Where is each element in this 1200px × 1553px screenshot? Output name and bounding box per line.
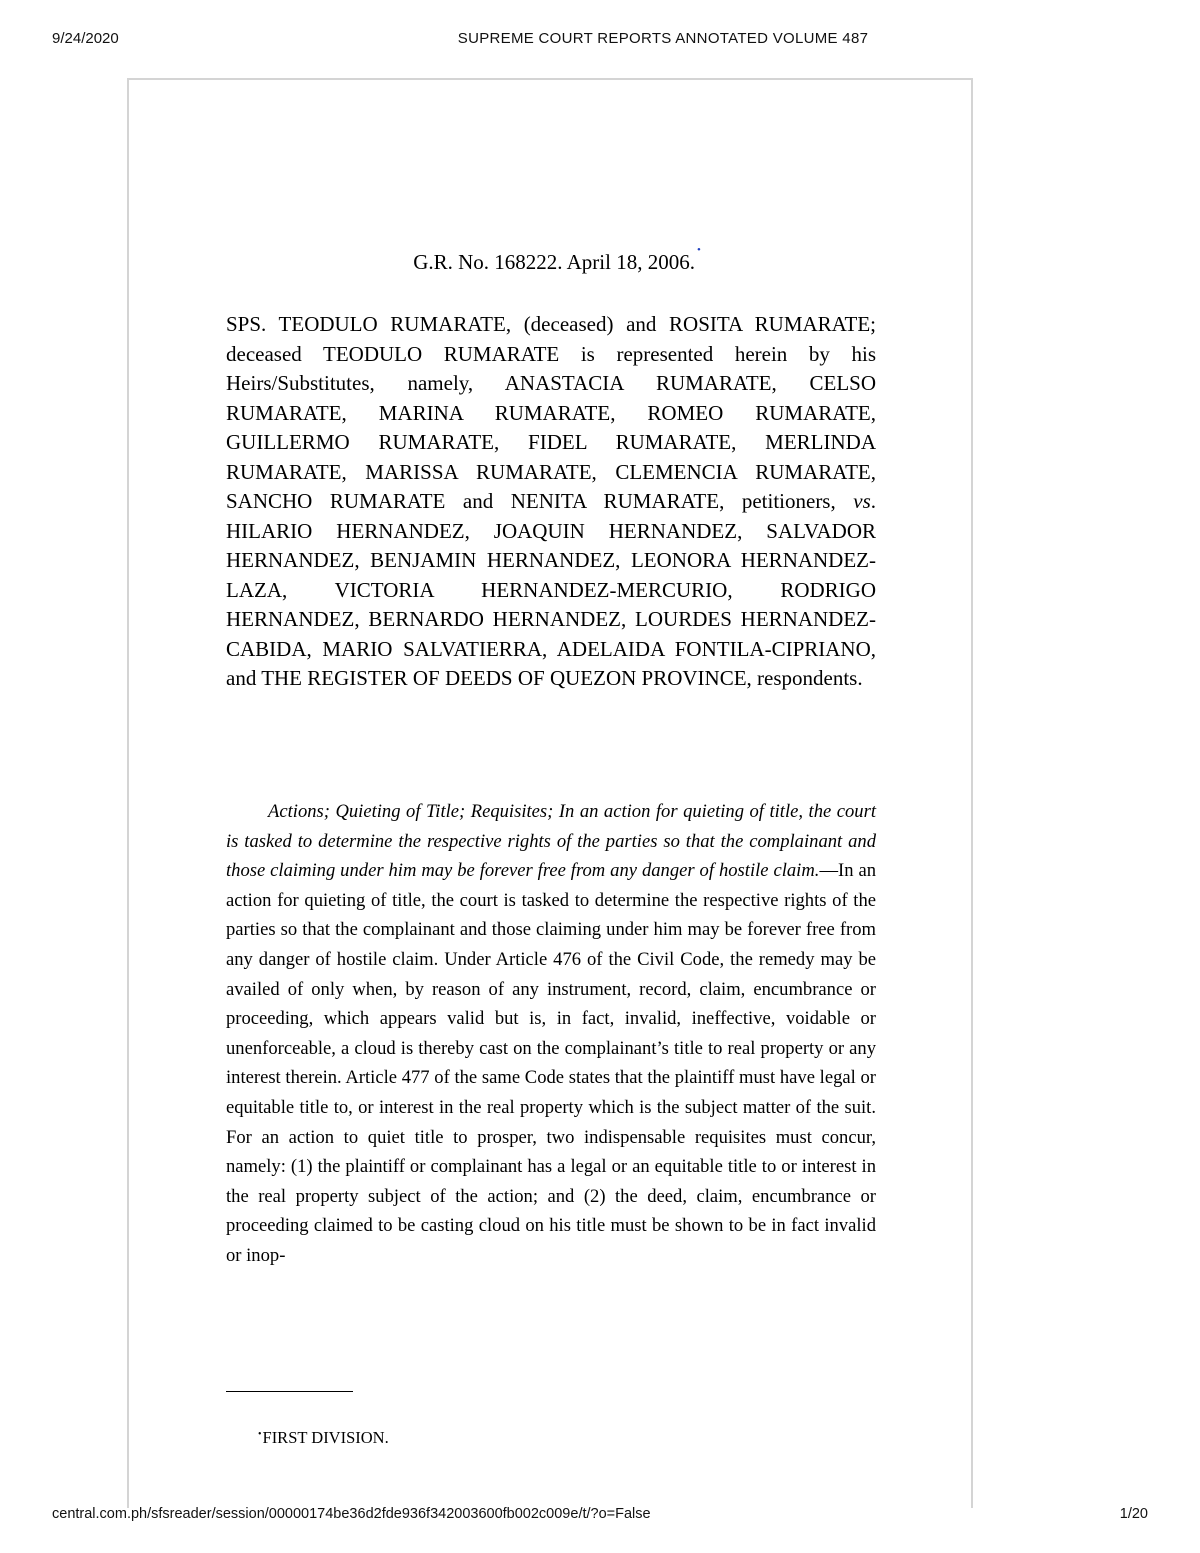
case-number-text: G.R. No. 168222. April 18, 2006. xyxy=(413,250,695,274)
case-parties xyxy=(226,310,876,694)
respondents-text: . HILARIO HERNANDEZ, JOAQUIN HERNANDEZ, SALVADOR HERNANDEZ, BENJAMIN HERNANDEZ, LEONORA HERNANDEZ-LAZA, VICTORIA HERNANDEZ-MERCURIO, RODRIGO HERNANDEZ, BERNARDO HERNANDEZ, LOURDES HERNANDEZ-CABIDA, MARIO SALVATIERRA, ADELAIDA FONTILA-CIPRIANO, and THE REGISTER OF DEEDS OF QUEZON PROVINCE, respondents. xyxy=(226,489,876,690)
footnote-link[interactable]: • xyxy=(696,244,701,256)
print-url: central.com.ph/sfsreader/session/00000174be36d2fde936f342003600fb002c009e/t/?o=False xyxy=(52,1506,651,1522)
print-header xyxy=(0,30,1200,50)
petitioners-text: SPS. TEODULO RUMARATE, (deceased) and ROSITA RUMARATE; deceased TEODULO RUMARATE is represented herein by his Heirs/Substitutes, namely, ANASTACIA RUMARATE, CELSO RUMARATE, MARINA RUMARATE, ROMEO RUMARATE, GUILLERMO RUMARATE, FIDEL RUMARATE, MERLINDA RUMARATE, MARISSA RUMARATE, CLEMENCIA RUMARATE, SANCHO RUMARATE and NENITA RUMARATE, petitioners, xyxy=(226,312,876,513)
syllabus-body: —In an action for quieting of title, the court is tasked to determine the respective rights of the parties so that the complainant and those claiming under him may be forever free from any danger of hostile claim. Under Article 476 of the Civil Code, the remedy may be availed of only when, by reason of any instrument, record, claim, encumbrance or proceeding, which appears valid but is, in fact, invalid, ineffective, voidable or unenforceable, a cloud is thereby cast on the complainant’s title to real property or any interest therein. Article 477 of the same Code states that the plaintiff must have legal or equitable title to, or interest in the real property which is the subject matter of the suit. For an action to quiet title to prosper, two indispensable requisites must concur, namely: (1) the plaintiff or complainant has a legal or an equitable title to or interest in the real property subject of the action; and (2) the deed, claim, encumbrance or proceeding claimed to be casting cloud on his title must be shown to be in fact invalid or inop- xyxy=(226,860,877,1266)
footnote-marker: • xyxy=(258,1429,262,1440)
case-number xyxy=(231,244,881,280)
footnote-text: FIRST DIVISION. xyxy=(262,1428,389,1447)
page-number: 1/20 xyxy=(1119,1506,1148,1522)
versus-text: vs xyxy=(853,489,871,513)
print-footer xyxy=(0,1506,1200,1526)
footnote xyxy=(258,1427,389,1452)
print-title: SUPREME COURT REPORTS ANNOTATED VOLUME 487 xyxy=(457,30,869,47)
document-page xyxy=(127,78,973,1508)
footnote-divider xyxy=(226,1391,353,1392)
print-date: 9/24/2020 xyxy=(52,30,119,47)
syllabus-paragraph xyxy=(226,797,876,1271)
syllabus-lead: Actions; Quieting of Title; Requisites; In an action for quieting of title, the court is tasked to determine the respective rights of the parties so that the complainant and those claiming under him may be forever free from any danger of hostile claim. xyxy=(226,801,876,882)
